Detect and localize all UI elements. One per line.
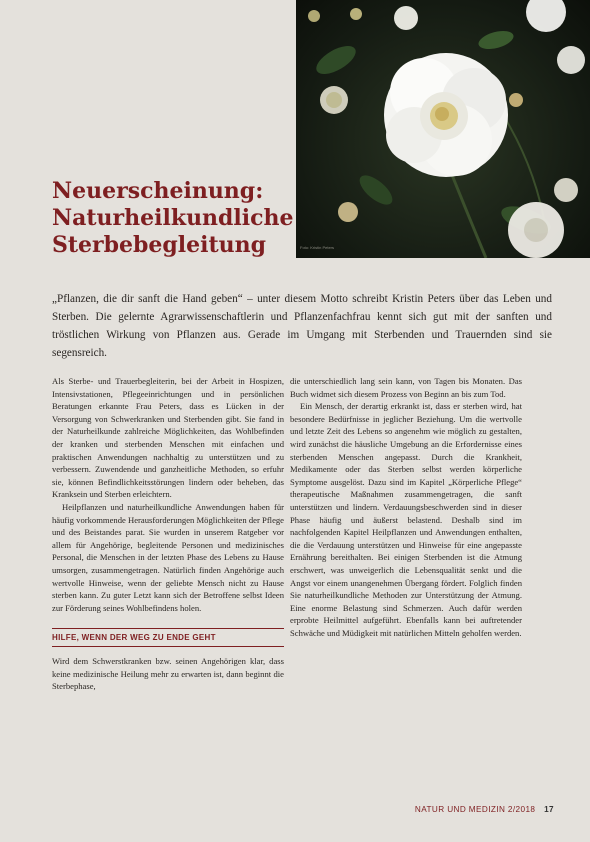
title-line-2: Naturheilkundliche	[52, 205, 294, 231]
photo-credit: Foto: Kristin Peters	[300, 245, 335, 250]
right-column	[290, 375, 522, 639]
title-line-3: Sterbebegleitung	[52, 232, 267, 258]
intro-paragraph: „Pflanzen, die dir sanft die Hand geben“ – unter diesem Motto schreibt Kristin Peters über das Leben und Sterben. Die gelernte Agrarwissenschaftlerin und Pflanzenfachfrau kennt sich gut mit der sanften und tröstlichen Wirkung von Pflanzen aus. Gerade im Umgang mit Sterbenden und Trauernden sind sie segensreich.	[52, 293, 552, 359]
left-column	[52, 375, 284, 693]
right-paragraph-1: die unterschiedlich lang sein kann, von Tagen bis Monaten. Das Buch widmet sich diesem Prozess von Beginn an bis zum Tod.	[290, 376, 522, 399]
page-number: 17	[544, 805, 554, 814]
left-paragraph-1: Als Sterbe- und Trauerbegleiterin, bei der Arbeit in Hospizen, Intensivstationen, Pflegeeinrichtungen und in persönlichen Beratungen erkannte Frau Peters, dass es Lücken in der Versorgung von Schwerkranken und Sterbenden gibt. Sie fand in der Naturheilkunde zahlreiche Möglichkeiten, das Wohlbefinden der kranken und sterbenden Menschen mit einfachen und praktischen Anwendungen nachhaltig zu unterstützen und zu verbessern. Zuwendende und ganzheitliche Methoden, so erfuhr sie, können Befindlichkeitsstörungen lindern oder beheben, das Kranksein und Sterben erleichtern.	[52, 376, 284, 500]
section-subheading: HILFE, WENN DER WEG ZU ENDE GEHT	[52, 628, 284, 647]
white-rose-photo	[296, 0, 590, 258]
magazine-name: NATUR UND MEDIZIN 2/2018	[414, 805, 536, 814]
left-paragraph-3: Wird dem Schwerstkranken bzw. seinen Angehörigen klar, dass keine medizinische Heilung mehr zu erwarten ist, dann beginnt die Sterbephase,	[52, 656, 284, 692]
title-line-1: Neuerscheinung:	[52, 178, 264, 204]
left-paragraph-2: Heilpflanzen und naturheilkundliche Anwendungen haben für häufig vorkommende Herausforderungen Möglichkeiten der Pflege und des Beistandes parat. Sie wurden in unserem Ratgeber vor allem für Angehörige, begleitende Personen und medizinisches Personal, die Menschen in der letzten Phase des Lebens zu Hause umsorgen, zusammengetragen. Natürlich finden Angehörige auch wertvolle Hinweise, wenn der geliebte Mensch nicht zu Hause sterben kann. Zu guter Letzt kann sich der Betroffene selbst Ideen zur Förderung seines Wohlbefindens holen.	[52, 501, 284, 613]
page-footer	[415, 805, 554, 814]
right-paragraph-2: Ein Mensch, der derartig erkrankt ist, dass er sterben wird, hat besondere Bedürfnisse in jeglicher Beziehung. Um die wertvolle und letzte Zeit des Lebens so angenehm wie möglich zu gestalten, wird zunächst die häusliche Umgebung an die Erfordernisse eines sterbenden Menschen angepasst. Durch die Krankheit, Medikamente oder das Sterben selbst werden körperliche Symptome ausgelöst. Dazu sind im Kapitel „Körperliche Pflege“ therapeutische Maßnahmen zusammengetragen, die sanft unterstützen und lindern. Verdauungsbeschwerden sind in dieser Phase häufig und äußerst belastend. Deshalb sind im nachfolgenden Kapitel Heilpflanzen und Anwendungen enthalten, die die Verdauung unterstützen und Hinweise für eine angepasste Ernährung bereithalten. Bei einigen Sterbenden ist die Atmung erschwert, was unweigerlich die Lebensqualität senkt und die Angst vor einem unangenehmen Übergang fördert. Folglich finden Sie naturheilkundliche Methoden zur Unterstützung der Atmung. Eine enorme Belastung sind Schmerzen. Auch dafür werden erprobte Heilmittel aufgeführt. Ebenfalls kann bei auftretender Schwäche und Müdigkeit mit natürlichen Mitteln geholfen werden.	[290, 401, 522, 638]
rose-illustration	[296, 0, 590, 258]
page-title	[52, 178, 292, 259]
